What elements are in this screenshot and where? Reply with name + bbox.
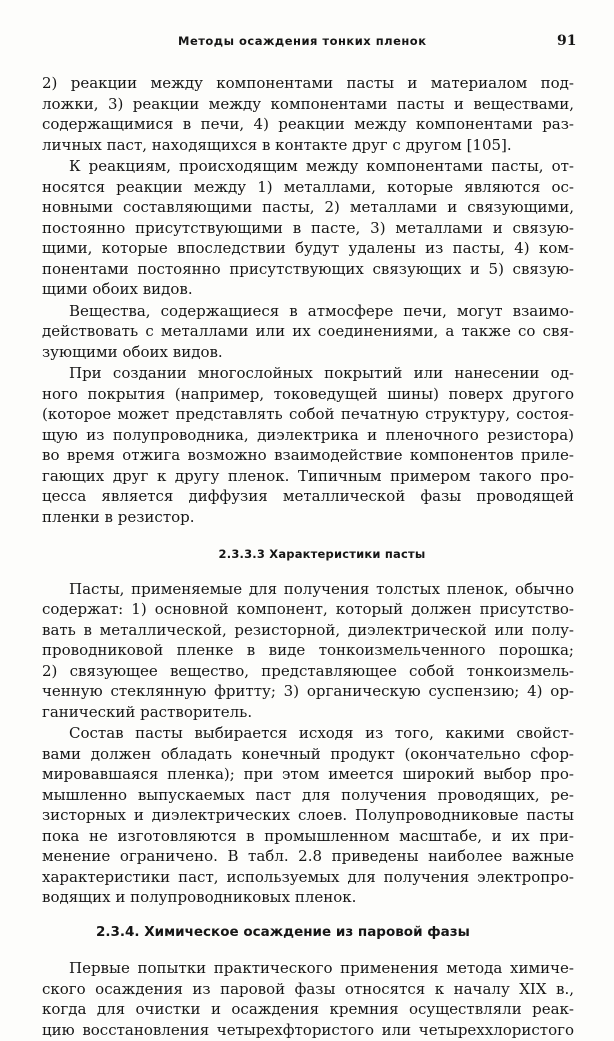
paragraph	[42, 363, 574, 527]
text-line: щими обоих видов.	[42, 280, 193, 298]
text-line: новными составляющими пасты, 2) металлами и связующими,	[42, 198, 574, 216]
text-line: вать в металлической, резисторной, диэлектрической или полу-	[42, 620, 574, 639]
text-line: щую из полупроводника, диэлектрика и пленочного резистора)	[42, 425, 574, 444]
text-line: ганический растворитель.	[42, 702, 253, 721]
text-line: проводниковой пленке в виде тонкоизмельченного порошка;	[42, 641, 574, 659]
body-text	[42, 73, 574, 1041]
text-line: Первые попытки практического применения метода химиче-	[69, 959, 574, 977]
text-line: характеристики паст, используемых для получения электропро-	[42, 867, 574, 886]
text-line: понентами постоянно присутствующих связующих и 5) связую-	[42, 259, 574, 278]
running-header	[0, 34, 614, 54]
section-heading: 2.3.4. Химическое осаждение из паровой фазы	[96, 923, 470, 940]
text-line: пока не изготовляются в промышленном масштабе, и их при-	[42, 826, 574, 845]
paragraph	[42, 579, 574, 723]
running-title: Методы осаждения тонких пленок	[178, 34, 427, 48]
text-line: когда для очистки и осаждения кремния осуществляли реак-	[42, 1000, 574, 1018]
text-line: щими, которые впоследствии будут удалены из пасты, 4) ком-	[42, 239, 574, 257]
text-line: во время отжига возможно взаимодействие компонентов приле-	[42, 446, 574, 464]
text-line: гающих друг к другу пленок. Типичным примером такого про-	[42, 466, 574, 485]
text-line: 2) связующее вещество, представляющее собой тонкоизмель-	[42, 661, 574, 680]
text-line: пленки в резистор.	[42, 507, 195, 526]
text-line: (которое может представлять собой печатную структуру, состоя-	[42, 405, 574, 423]
paragraph	[42, 723, 574, 908]
text-line: цесса является диффузия металлической фазы проводящей	[42, 487, 574, 505]
text-line: 2) реакции между компонентами пасты и материалом под-	[42, 74, 574, 92]
subsection-heading: 2.3.3.3 Характеристики пасты	[218, 547, 426, 561]
paragraph	[42, 301, 574, 363]
text-line: Пасты, применяемые для получения толстых пленок, обычно	[69, 579, 574, 598]
text-line: носятся реакции между 1) металлами, которые являются ос-	[42, 177, 574, 196]
text-line: Вещества, содержащиеся в атмосфере печи, могут взаимо-	[69, 301, 574, 320]
text-line: мышленно выпускаемых паст для получения проводящих, ре-	[42, 785, 574, 804]
paragraph	[42, 73, 574, 155]
text-line: содержат: 1) основной компонент, который должен присутство-	[42, 600, 574, 618]
text-line: постоянно присутствующими в пасте, 3) металлами и связую-	[42, 218, 574, 237]
text-line: содержащимися в печи, 4) реакции между компонентами раз-	[42, 115, 574, 133]
text-line: К реакциям, происходящим между компонентами пасты, от-	[69, 157, 574, 175]
text-line: вами должен обладать конечный продукт (окончательно сфор-	[42, 744, 574, 763]
text-line: При создании многослойных покрытий или нанесении од-	[69, 364, 574, 382]
paragraph	[42, 156, 574, 300]
text-line: зисторных и диэлектрических слоев. Полупроводниковые пасты	[42, 806, 574, 824]
text-line: водящих и полупроводниковых пленок.	[42, 888, 357, 906]
text-line: ского осаждения из паровой фазы относятся к началу XIX в.,	[42, 979, 574, 998]
text-line: цию восстановления четырехфтористого или четыреххлористого	[42, 1020, 574, 1039]
text-line: Состав пасты выбирается исходя из того, какими свойст-	[69, 724, 574, 742]
text-line: ложки, 3) реакции между компонентами пасты и веществами,	[42, 94, 574, 113]
paragraph	[42, 958, 574, 1040]
text-line: мировавшаяся пленка); при этом имеется широкий выбор про-	[42, 765, 574, 783]
text-line: действовать с металлами или их соединениями, а также со свя-	[42, 322, 574, 340]
text-line: зующими обоих видов.	[42, 342, 223, 361]
text-line: менение ограничено. В табл. 2.8 приведены наиболее важные	[42, 847, 574, 865]
text-line: ного покрытия (например, токоведущей шины) поверх другого	[42, 384, 574, 403]
text-line: ченную стеклянную фритту; 3) органическую суспензию; 4) ор-	[42, 682, 574, 700]
text-line: личных паст, находящихся в контакте друг с другом [105].	[42, 135, 512, 154]
page-number: 91	[557, 33, 577, 49]
